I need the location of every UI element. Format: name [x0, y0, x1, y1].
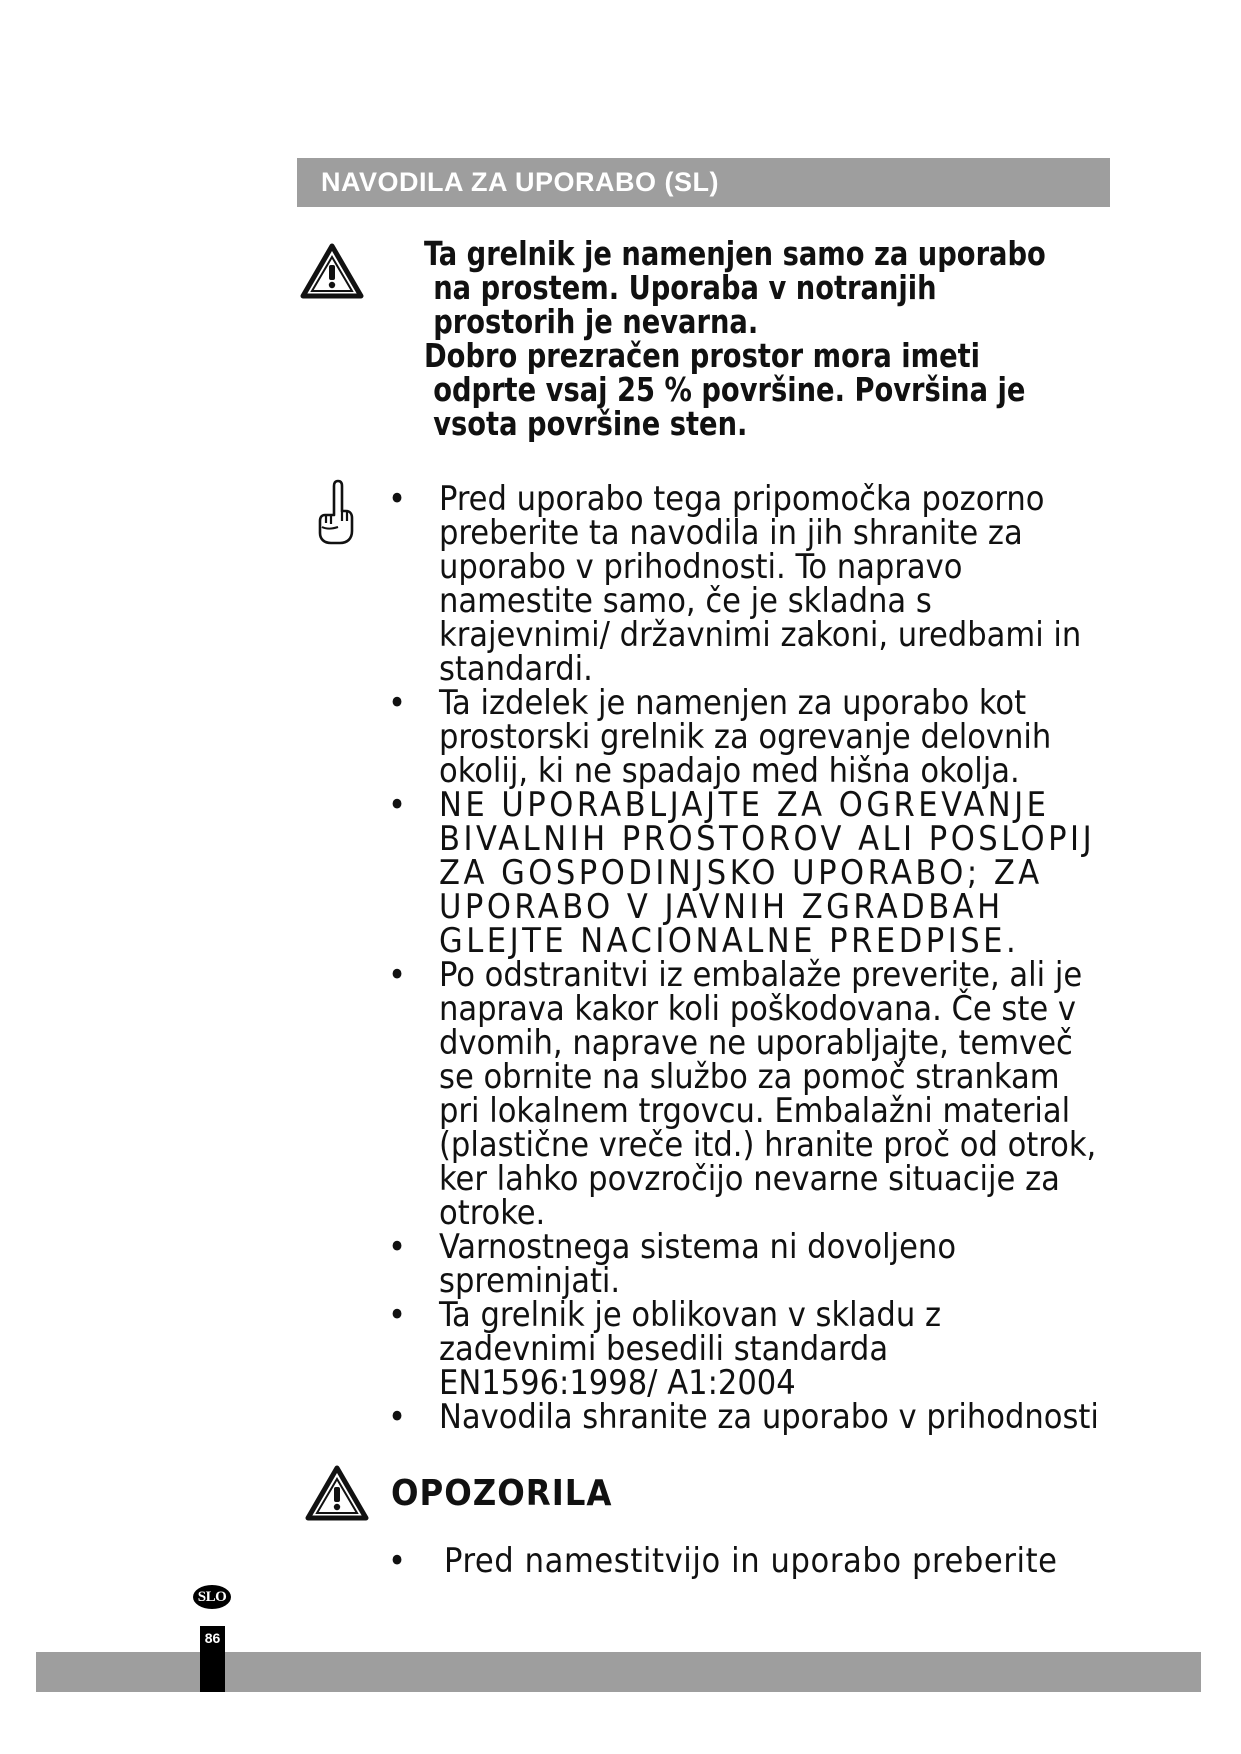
bullet: • — [388, 1227, 407, 1267]
list-item — [388, 785, 1108, 961]
list-item-text: Ta grelnik je oblikovan v skladu z zadevnimi besedili standarda EN1596:1998/ A1:2004 — [439, 1295, 941, 1403]
list-item-text: Navodila shranite za uporabo v prihodnosti — [439, 1397, 1099, 1437]
list-item-text: Pred namestitvijo in uporabo preberite — [444, 1541, 1058, 1581]
list-item-text: Pred uporabo tega pripomočka pozorno preberite ta navodila in jih shranite za uporabo v prihodnosti. To napravo namestite samo, če je skladna s krajevnimi/ državnimi zakoni, uredbami in standardi. — [439, 479, 1082, 689]
list-item-text: Po odstranitvi iz embalaže preverite, ali je naprava kakor koli poškodovana. Če ste v dvomih, naprave ne uporabljajte, temveč se obrnite na službo za pomoč strankam pri lokalnem trgovcu. Embalažni material (plastične vreče itd.) hranite proč od otrok, ker lahko povzročijo nevarne situacije za otroke. — [439, 955, 1097, 1233]
section-header — [297, 158, 1110, 207]
list-item — [388, 1227, 1108, 1301]
bullet: • — [388, 1397, 407, 1437]
bullet: • — [388, 683, 407, 723]
list-item — [388, 1397, 1108, 1437]
list-item — [388, 1541, 1108, 1581]
section-title: NAVODILA ZA UPORABO (SL) — [321, 167, 719, 197]
list-item-text: NE UPORABLJAJTE ZA OGREVANJE BIVALNIH PROSTOROV ALI POSLOPIJ ZA GOSPODINJSKO UPORABO; ZA UPORABO V JAVNIH ZGRADBAH GLEJTE NACIONALNE PREDPISE. — [439, 785, 1096, 961]
bullet: • — [388, 479, 407, 519]
bullet: • — [388, 955, 407, 995]
pointing-hand-icon — [316, 477, 356, 545]
list-item-text: Ta izdelek je namenjen za uporabo kot prostorski grelnik za ogrevanje delovnih okolij, ki ne spadajo med hišna okolja. — [439, 683, 1052, 791]
intro-paragraph: Ta grelnik je namenjen samo za uporabo na prostem. Uporaba v notranjih prostorih je nevarna. — [424, 234, 1046, 341]
list-item — [388, 479, 1108, 689]
safety-instructions-list — [388, 479, 1108, 1437]
list-item — [388, 1295, 1108, 1403]
warning-triangle-icon — [305, 1465, 369, 1521]
list-item — [388, 955, 1108, 1233]
list-item — [388, 683, 1108, 791]
list-item-text: Varnostnega sistema ni dovoljeno spreminjati. — [439, 1227, 957, 1301]
language-badge: SLO — [193, 1585, 231, 1609]
warning-triangle-icon — [300, 243, 364, 299]
intro-paragraph: Dobro prezračen prostor mora imeti odprte vsaj 25 % površine. Površina je vsota površine sten. — [424, 336, 1026, 443]
page-number: 86 — [200, 1626, 225, 1692]
bullet: • — [388, 1295, 407, 1335]
intro-warning-text — [424, 234, 1068, 443]
warnings-heading: OPOZORILA — [391, 1473, 613, 1514]
bullet: • — [388, 1541, 407, 1581]
bullet: • — [388, 785, 407, 825]
